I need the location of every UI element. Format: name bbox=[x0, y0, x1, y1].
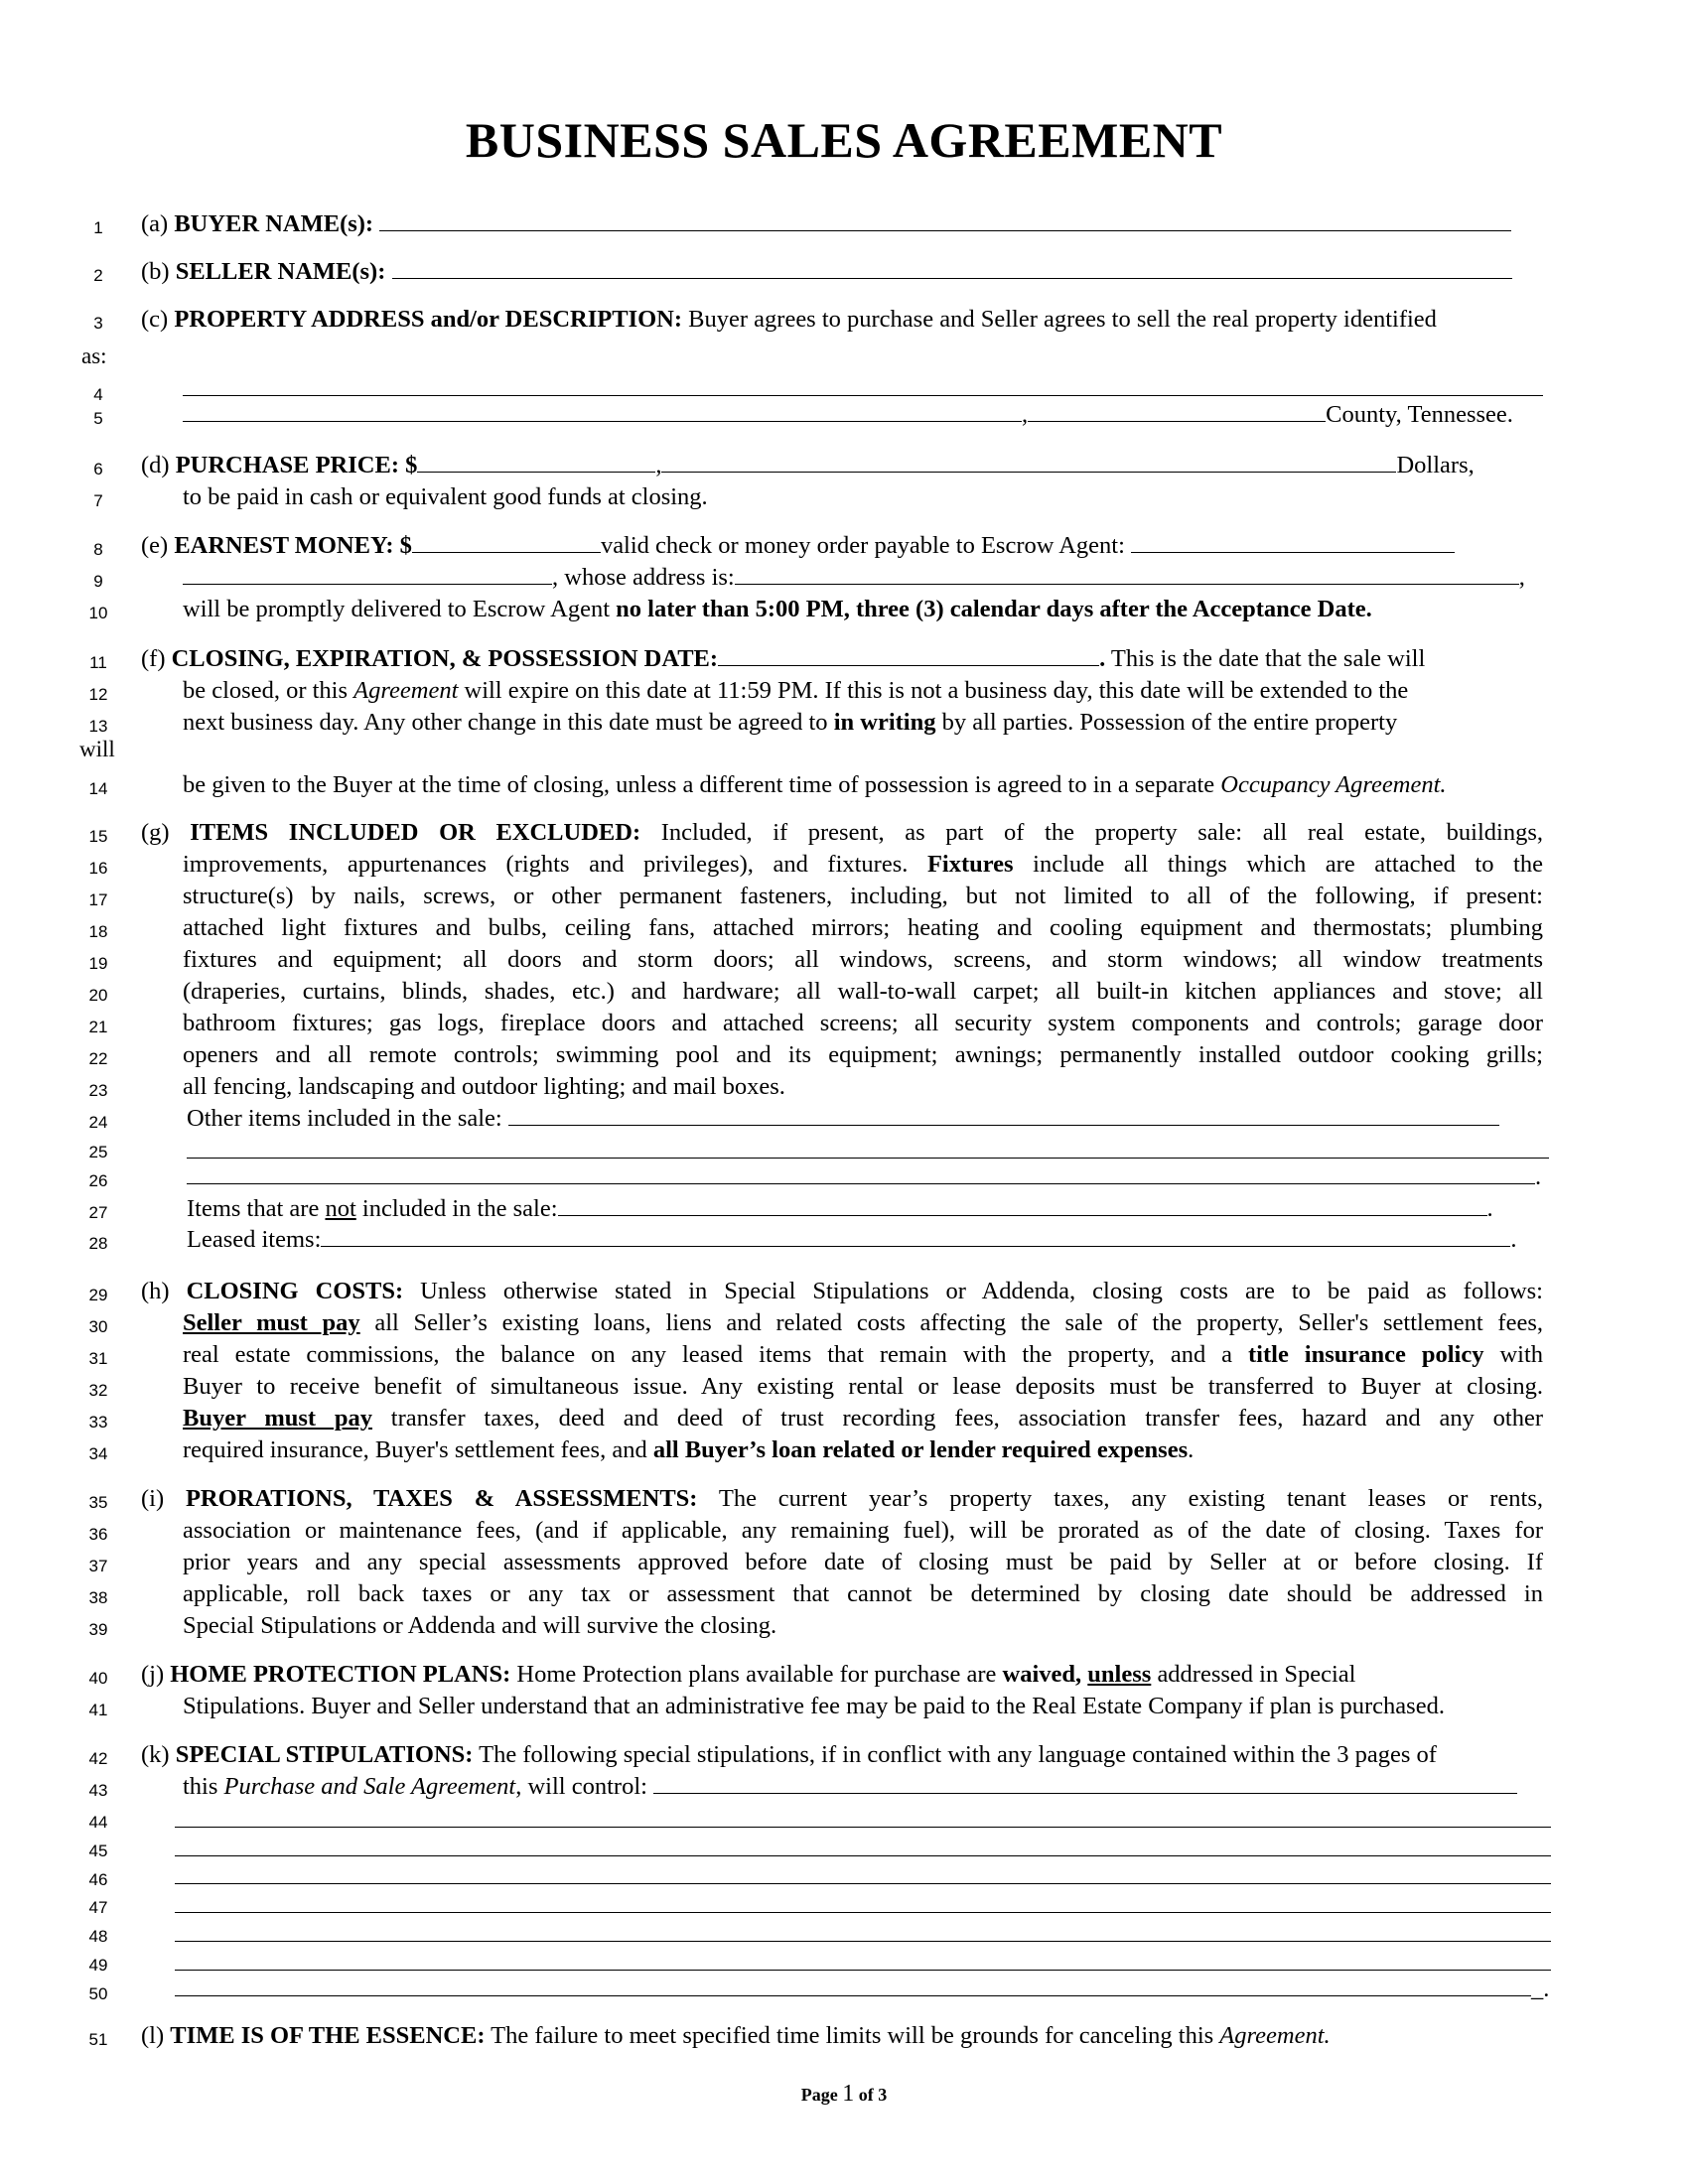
line-number: 2 bbox=[93, 266, 103, 285]
home-protection-label: HOME PROTECTION PLANS: bbox=[170, 1661, 511, 1688]
items-line-17: structure(s) by nails, screws, or other permanent fasteners, including, but not limited to all of the following, if present: bbox=[183, 883, 1543, 909]
items-line-21: bathroom fixtures; gas logs, fireplace doors and attached screens; all security system components and controls; garage door bbox=[183, 1010, 1543, 1036]
stipulations-field-47[interactable] bbox=[175, 1912, 1551, 1913]
closing-date-text: This is the date that the sale will bbox=[1105, 645, 1426, 672]
line-number: 10 bbox=[88, 604, 108, 622]
earnest-money-text: valid check or money order payable to Escrow Agent: bbox=[600, 532, 1125, 559]
page-footer bbox=[0, 2081, 1688, 2108]
text-span: Agreement bbox=[353, 677, 459, 704]
items-line-27 bbox=[187, 1197, 1493, 1222]
text-span: Unless otherwise stated in Special Stipulations or Addenda, closing costs are to be paid as follows: bbox=[420, 1278, 1543, 1304]
property-address-line-2: , County, Tennessee. bbox=[183, 403, 1513, 428]
text-span: included in the sale: bbox=[355, 1195, 558, 1222]
section-marker: (f) bbox=[141, 645, 166, 672]
line-number: 7 bbox=[93, 491, 103, 510]
line-number: 15 bbox=[88, 827, 108, 846]
period: . bbox=[1510, 1226, 1517, 1253]
line-number: 39 bbox=[88, 1620, 108, 1639]
items-line-18: attached light fixtures and bulbs, ceiling fans, attached mirrors; heating and cooling equipment and thermostats; plumbing bbox=[183, 914, 1543, 941]
stipulations-field-44[interactable] bbox=[175, 1827, 1551, 1828]
line-number: 30 bbox=[88, 1317, 108, 1336]
line-number: 31 bbox=[88, 1349, 108, 1368]
line-number: 9 bbox=[93, 572, 103, 591]
line-number: 48 bbox=[88, 1927, 108, 1946]
text-span: Agreement. bbox=[1219, 2022, 1331, 2049]
costs-line-32: Buyer to receive benefit of simultaneous issue. Any existing rental or lease deposits must be transferred to Buyer at closing. bbox=[183, 1373, 1543, 1400]
line-number: 13 bbox=[88, 717, 108, 736]
text-span: real estate commissions, the balance on any leased items that remain with the property, and a bbox=[183, 1341, 1249, 1368]
line-number: 24 bbox=[88, 1113, 108, 1132]
prorations-label: PRORATIONS, TAXES & ASSESSMENTS: bbox=[185, 1485, 698, 1512]
closing-line-13 bbox=[183, 711, 1397, 736]
stipulations-field-48[interactable] bbox=[175, 1941, 1551, 1942]
stipulations-field-46[interactable] bbox=[175, 1883, 1551, 1884]
other-items-label: Other items included in the sale: bbox=[187, 1105, 502, 1132]
section-marker: (i) bbox=[141, 1485, 165, 1512]
text-span: The following special stipulations, if in conflict with any language contained within the 3 pages of bbox=[473, 1741, 1437, 1768]
line-number: 46 bbox=[88, 1870, 108, 1889]
section-d: (d) PURCHASE PRICE: $ , Dollars, bbox=[141, 452, 1475, 478]
home-protection-line-41: Stipulations. Buyer and Seller understand that an administrative fee may be paid to the Real Estate Company if plan is purchased. bbox=[183, 1693, 1445, 1719]
text-span: Home Protection plans available for purchase are bbox=[510, 1661, 1003, 1688]
escrow-delivery-line bbox=[183, 598, 1372, 622]
text-span: be given to the Buyer at the time of closing, unless a different time of possession is agreed to in a separate bbox=[183, 771, 1221, 798]
section-e bbox=[141, 534, 1455, 559]
seller-name-field[interactable] bbox=[392, 277, 1512, 279]
section-h-line-29 bbox=[141, 1280, 1543, 1304]
line-number: 47 bbox=[88, 1898, 108, 1917]
stipulations-line-50 bbox=[175, 1978, 1549, 2002]
closing-line-12 bbox=[183, 679, 1408, 704]
text-span: addressed in Special bbox=[1151, 1661, 1356, 1688]
section-marker: (e) bbox=[141, 532, 169, 559]
page-number: 1 bbox=[842, 2081, 855, 2107]
text-span: Occupancy Agreement. bbox=[1220, 771, 1447, 798]
line-number: 1 bbox=[93, 218, 103, 237]
text-span: The current year’s property taxes, any existing tenant leases or rents, bbox=[718, 1485, 1544, 1512]
text-span: improvements, appurtenances (rights and privileges), and fixtures. bbox=[183, 851, 927, 878]
items-line-16 bbox=[183, 853, 1543, 878]
text-span: not bbox=[325, 1195, 356, 1222]
closing-date-field[interactable] bbox=[718, 664, 1099, 666]
line-number: 36 bbox=[88, 1525, 108, 1544]
line-number: 50 bbox=[88, 1984, 108, 2003]
items-line-26 bbox=[187, 1165, 1541, 1190]
section-f bbox=[141, 647, 1425, 672]
closing-line-14 bbox=[183, 773, 1447, 798]
prorations-line-39: Special Stipulations or Addenda and will survive the closing. bbox=[183, 1612, 777, 1639]
line-number: 11 bbox=[89, 653, 107, 672]
dollars-label: Dollars, bbox=[1396, 452, 1475, 478]
items-line-23: all fencing, landscaping and outdoor lighting; and mail boxes. bbox=[183, 1073, 785, 1100]
line-number: 27 bbox=[88, 1203, 108, 1222]
other-items-line-25[interactable] bbox=[187, 1158, 1549, 1159]
text-span: , will control: bbox=[515, 1773, 647, 1800]
line-number: 14 bbox=[88, 779, 108, 798]
items-line-28 bbox=[187, 1228, 1517, 1253]
line-number: 22 bbox=[88, 1049, 108, 1068]
text-span: Included, if present, as part of the property sale: all real estate, buildings, bbox=[660, 819, 1543, 846]
leased-items-label: Leased items: bbox=[187, 1226, 322, 1253]
whose-address-label: , whose address is: bbox=[552, 564, 735, 591]
section-marker: (h) bbox=[141, 1278, 170, 1304]
section-marker: (c) bbox=[141, 306, 169, 333]
escrow-agent-name-field[interactable] bbox=[183, 583, 552, 585]
text-span: The failure to meet specified time limits will be grounds for canceling this bbox=[485, 2022, 1220, 2049]
period: . bbox=[1535, 1163, 1542, 1190]
section-marker: (a) bbox=[141, 210, 169, 237]
line-number: 37 bbox=[88, 1557, 108, 1575]
stipulations-field-50[interactable] bbox=[175, 1994, 1531, 1996]
text-span: all Buyer’s loan related or lender required expenses bbox=[652, 1436, 1189, 1463]
line-number: 42 bbox=[88, 1749, 108, 1768]
closing-date-label: CLOSING, EXPIRATION, & POSSESSION DATE: bbox=[171, 645, 719, 672]
text-span: next business day. Any other change in this date must be agreed to bbox=[183, 709, 834, 736]
line-number: 5 bbox=[93, 409, 103, 428]
section-a bbox=[141, 212, 1511, 237]
line-number: 29 bbox=[88, 1286, 108, 1304]
costs-line-31 bbox=[183, 1343, 1543, 1368]
special-stipulations-label: SPECIAL STIPULATIONS: bbox=[175, 1741, 474, 1768]
property-address-field[interactable] bbox=[183, 420, 1022, 422]
stipulations-field-43[interactable] bbox=[653, 1792, 1517, 1794]
line-number: 20 bbox=[88, 986, 108, 1005]
line-number: 33 bbox=[88, 1413, 108, 1432]
line-number: 8 bbox=[93, 540, 103, 559]
section-i-line-35 bbox=[141, 1487, 1543, 1512]
line-number: 43 bbox=[88, 1781, 108, 1800]
text-span: Buyer must pay bbox=[183, 1405, 372, 1432]
section-marker: (g) bbox=[141, 819, 170, 846]
line-number: 38 bbox=[88, 1588, 108, 1607]
line-number: 28 bbox=[88, 1234, 108, 1253]
line-number: 40 bbox=[88, 1669, 108, 1688]
text-span: title insurance policy bbox=[1248, 1341, 1484, 1368]
escrow-address-line: , whose address is: , bbox=[183, 566, 1525, 591]
buyer-name-field[interactable] bbox=[379, 229, 1511, 231]
page-label: Page bbox=[800, 2085, 838, 2105]
text-span: will expire on this date at 11:59 PM. If this is not a business day, this date will be extended to the bbox=[458, 677, 1409, 704]
costs-line-34 bbox=[183, 1438, 1194, 1463]
line-number: 23 bbox=[88, 1081, 108, 1100]
items-line-22: openers and all remote controls; swimming pool and its equipment; awnings; permanently installed outdoor cooking grills; bbox=[183, 1041, 1543, 1068]
costs-line-30 bbox=[183, 1311, 1543, 1336]
section-c bbox=[141, 308, 1437, 333]
line-number: 16 bbox=[88, 859, 108, 878]
other-items-line-26[interactable] bbox=[187, 1182, 1535, 1184]
line-number: 19 bbox=[88, 954, 108, 973]
section-g-line-15 bbox=[141, 821, 1543, 846]
section-k bbox=[141, 1743, 1437, 1768]
prorations-line-38: applicable, roll back taxes or any tax or assessment that cannot be determined by closing date should be addressed in bbox=[183, 1580, 1543, 1607]
line-number: 44 bbox=[88, 1813, 108, 1832]
period: . bbox=[1486, 1195, 1493, 1222]
leased-items-field[interactable] bbox=[321, 1245, 1510, 1247]
line-number: 35 bbox=[88, 1493, 108, 1512]
line-number: 3 bbox=[93, 314, 103, 333]
section-marker: (b) bbox=[141, 258, 170, 285]
purchase-price-amount-field[interactable] bbox=[417, 471, 655, 473]
line-number: 49 bbox=[88, 1956, 108, 1975]
line-number: 41 bbox=[88, 1701, 108, 1719]
text-span: required insurance, Buyer's settlement fees, and bbox=[183, 1436, 653, 1463]
text-span: Items that are bbox=[187, 1195, 326, 1222]
line-number: 26 bbox=[88, 1171, 108, 1190]
page-total: of 3 bbox=[858, 2085, 888, 2105]
text-span: . bbox=[1188, 1436, 1195, 1463]
text-span: this bbox=[183, 1773, 224, 1800]
purchase-price-label: PURCHASE PRICE: $ bbox=[175, 452, 418, 478]
document-title: BUSINESS SALES AGREEMENT bbox=[465, 112, 1223, 168]
text-span: in writing bbox=[833, 709, 936, 736]
text-span: Fixtures bbox=[926, 851, 1014, 878]
purchase-price-terms: to be paid in cash or equivalent good funds at closing. bbox=[183, 483, 708, 510]
line-number: 45 bbox=[88, 1842, 108, 1860]
closing-costs-label: CLOSING COSTS: bbox=[186, 1278, 404, 1304]
text-span: _. bbox=[1531, 1976, 1550, 2002]
section-marker: (l) bbox=[141, 2022, 165, 2049]
section-marker: (j) bbox=[141, 1661, 165, 1688]
section-l bbox=[141, 2024, 1331, 2049]
text-span: Seller must pay bbox=[183, 1309, 360, 1336]
text-span: all Seller’s existing loans, liens and related costs affecting the sale of the property, Seller's settlement fees, bbox=[359, 1309, 1543, 1336]
buyer-name-label: BUYER NAME(s): bbox=[174, 210, 374, 237]
escrow-deadline-text: no later than 5:00 PM, three (3) calendar days after the Acceptance Date. bbox=[616, 596, 1372, 622]
section-j bbox=[141, 1663, 1355, 1688]
costs-line-33 bbox=[183, 1407, 1543, 1432]
earnest-money-amount-field[interactable] bbox=[412, 551, 601, 553]
stipulations-field-45[interactable] bbox=[175, 1855, 1551, 1856]
section-marker: (d) bbox=[141, 452, 170, 478]
other-items-field[interactable] bbox=[508, 1124, 1499, 1126]
property-address-label: PROPERTY ADDRESS and/or DESCRIPTION: bbox=[174, 306, 683, 333]
text-span: by all parties. Possession of the entire property bbox=[935, 709, 1398, 736]
stipulations-line-43 bbox=[183, 1775, 1517, 1800]
county-field[interactable] bbox=[1028, 420, 1326, 422]
line-number: 12 bbox=[88, 685, 108, 704]
excluded-items-field[interactable] bbox=[558, 1214, 1487, 1216]
wrapped-word-as: as: bbox=[81, 343, 107, 368]
items-line-20: (draperies, curtains, blinds, shades, etc.) and hardware; all wall-to-wall carpet; all built-in kitchen appliances and stove; all bbox=[183, 978, 1543, 1005]
line-number: 32 bbox=[88, 1381, 108, 1400]
line-number: 21 bbox=[88, 1018, 108, 1036]
items-line-19: fixtures and equipment; all doors and storm doors; all windows, screens, and storm windows; all window treatments bbox=[183, 946, 1543, 973]
line-number: 51 bbox=[88, 2030, 108, 2049]
text-span: unless bbox=[1087, 1661, 1152, 1688]
line-number: 17 bbox=[88, 890, 108, 909]
items-line-24 bbox=[187, 1107, 1499, 1132]
items-included-label: ITEMS INCLUDED OR EXCLUDED: bbox=[190, 819, 641, 846]
time-essence-label: TIME IS OF THE ESSENCE: bbox=[170, 2022, 486, 2049]
county-label: County, Tennessee. bbox=[1326, 401, 1513, 428]
property-address-text: Buyer agrees to purchase and Seller agrees to sell the real property identified bbox=[688, 306, 1437, 333]
property-address-line-1[interactable] bbox=[183, 395, 1543, 396]
section-b bbox=[141, 260, 1512, 285]
prorations-line-37: prior years and any special assessments approved before date of closing must be paid by Seller at or before closing. If bbox=[183, 1549, 1543, 1575]
closing-date-period: . bbox=[1099, 645, 1106, 672]
section-marker: (k) bbox=[141, 1741, 170, 1768]
line-number: 4 bbox=[93, 385, 103, 404]
line-number: 18 bbox=[88, 922, 108, 941]
line-number: 25 bbox=[88, 1143, 108, 1161]
escrow-agent-field[interactable] bbox=[1131, 551, 1455, 553]
text-span: transfer taxes, deed and deed of trust recording fees, association transfer fees, hazard and any other bbox=[371, 1405, 1543, 1432]
text-span: be closed, or this bbox=[183, 677, 354, 704]
wrapped-word-will: will bbox=[79, 737, 115, 761]
text-span: with bbox=[1483, 1341, 1543, 1368]
purchase-price-words-field[interactable] bbox=[661, 471, 1396, 473]
stipulations-field-49[interactable] bbox=[175, 1970, 1551, 1971]
earnest-money-label: EARNEST MONEY: $ bbox=[174, 532, 412, 559]
text-span: Purchase and Sale Agreement bbox=[223, 1773, 516, 1800]
escrow-delivery-text: will be promptly delivered to Escrow Agent bbox=[183, 596, 617, 622]
text-span: include all things which are attached to the bbox=[1013, 851, 1543, 878]
seller-name-label: SELLER NAME(s): bbox=[175, 258, 386, 285]
escrow-address-field[interactable] bbox=[735, 583, 1519, 585]
line-number: 34 bbox=[88, 1444, 108, 1463]
prorations-line-36: association or maintenance fees, (and if applicable, any remaining fuel), will be prorated as of the date of closing. Taxes for bbox=[183, 1517, 1543, 1544]
text-span: waived, bbox=[1002, 1661, 1088, 1688]
line-number: 6 bbox=[93, 460, 103, 478]
